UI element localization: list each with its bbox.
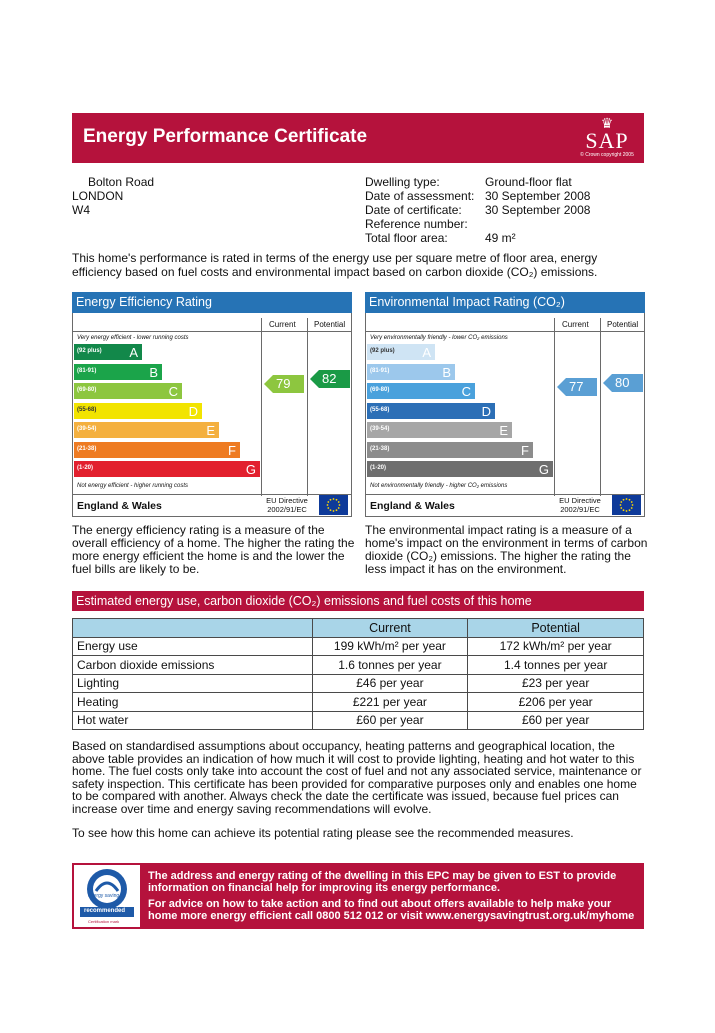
table-cell: 199 kWh/m² per year [312,637,468,656]
environmental-rating-description: The environmental impact rating is a measure of a home's impact on the environment in terms of carbon dioxide (CO₂) emissions. The higher the rating the less impact it has on the environment. [365,523,648,576]
certificate-header [72,113,644,163]
header-divider [366,331,644,332]
table-header-row [73,619,644,638]
band-letter: F [228,442,236,458]
band-letter: G [538,462,549,477]
table-cell: £60 per year [312,711,468,730]
detail-label: Reference number: [365,217,468,231]
rating-band-b [367,364,455,380]
detail-label: Date of assessment: [365,189,475,203]
band-letter: C [168,384,178,399]
estimate-section-title: Estimated energy use, carbon dioxide (CO₂) emissions and fuel costs of this home [72,591,644,611]
eu-directive-label: EU Directive 2002/91/EC [559,496,601,514]
column-divider [554,318,555,496]
footer-text-advice: For advice on how to take action and to find out about offers available to help make your home more energy efficient call 0800 512 012 or visit www.energysavingtrust.org.uk/myhome [148,898,635,922]
top-note: Very energy efficient - lower running costs [77,335,189,341]
rating-band-g [367,461,553,477]
rating-band-c [367,383,475,399]
band-range: (39-54) [77,426,97,432]
table-header-cell: Current [312,619,468,638]
crown-icon: ♛ [600,115,614,131]
table-cell: £60 per year [468,711,644,730]
table-cell: Hot water [73,711,313,730]
region-label: England & Wales [77,500,162,512]
energy-current-rating-value: 79 [276,376,291,391]
table-header-cell: Potential [468,619,644,638]
potential-column-header: Potential [607,320,639,329]
assumptions-paragraph: Based on standardised assumptions about occupancy, heating patterns and geographical location, the above table provides an indication of how much it will cost to provide lighting, heating and hot water to this home. The fuel costs only take into account the cost of fuel and not any associated service, maintenance or safety inspection. This certificate has been provided for comparative purposes only and enables one home to be compared with another. Always check the date the certificate was issued, because fuel prices can increase over time and energy saving recommendations will evolve. [72,739,642,816]
detail-value: 30 September 2008 [485,189,591,203]
table-cell: Lighting [73,674,313,693]
table-cell: 1.6 tonnes per year [312,656,468,675]
sap-logo-text: SAP [585,128,629,153]
band-range: (92 plus) [370,348,395,354]
energy-panel-title: Energy Efficiency Rating [72,292,352,313]
detail-value: 30 September 2008 [485,203,591,217]
band-letter: A [129,345,138,360]
energy-saving-recommended-logo [74,865,140,927]
band-range: (55-68) [77,406,97,413]
potential-column-header: Potential [314,320,346,329]
current-column-header: Current [562,320,589,329]
band-range: (81-91) [370,367,390,374]
rating-band-a [74,344,142,360]
table-row [73,637,644,656]
band-range: (1-20) [370,465,387,471]
rating-band-d [74,403,202,419]
eu-stars-icon [612,495,641,515]
band-range: (69-80) [370,387,390,393]
region-label: England & Wales [370,500,455,512]
footer-text-est: The address and energy rating of the dwelling in this EPC may be given to EST to provide information on financial help for improving its energy performance. [148,870,617,894]
environmental-potential-rating-value: 80 [615,375,630,390]
band-letter: E [499,423,508,438]
band-letter: D [188,403,198,419]
certificate-title: Energy Performance Certificate [83,126,368,147]
logo-small-text: Certification mark [88,919,120,924]
intro-text: This home's performance is rated in terms of the energy use per square metre of floor area, energy efficiency based on fuel costs and environmental impact based on carbon dioxide (CO₂) emissions. [72,251,598,279]
bottom-note: Not energy efficient - higher running costs [77,483,189,489]
energy-rating-description: The energy efficiency rating is a measure of the overall efficiency of a home. The higher the rating the more energy efficient the home is and the lower the fuel bills are likely to be. [72,523,355,576]
table-row [73,656,644,675]
sap-copyright: © Crown copyright 2005 [580,152,634,158]
detail-label: Dwelling type: [365,175,440,189]
logo-bottom-text: recommended [84,908,126,914]
bottom-note: Not environmentally friendly - higher CO₂ emissions [370,483,508,489]
band-letter: G [245,462,256,477]
rating-band-c [74,383,182,399]
rating-band-f [367,442,533,458]
environmental-impact-panel [365,292,645,517]
rating-band-f [74,442,240,458]
address-line-1: Bolton Road [88,175,155,189]
energy-potential-rating [310,370,350,388]
header-divider [73,331,351,332]
band-range: (1-20) [77,465,94,471]
table-cell: £206 per year [468,693,644,712]
table-cell: £46 per year [312,674,468,693]
column-divider [307,318,308,496]
band-letter: D [481,403,491,419]
table-cell: Carbon dioxide emissions [73,656,313,675]
rating-band-e [367,422,512,438]
footer-divider [366,494,644,495]
eu-directive-label: EU Directive 2002/91/EC [266,496,308,514]
footer-divider [73,494,351,495]
band-letter: F [521,442,529,458]
energy-current-rating [264,375,304,393]
detail-label: Total floor area: [365,231,448,245]
energy-efficiency-panel [72,292,352,517]
eu-flag-icon [612,495,641,515]
environmental-panel-title: Environmental Impact Rating (CO₂) [365,292,645,313]
band-range: (81-91) [77,367,97,374]
table-cell: 172 kWh/m² per year [468,637,644,656]
environmental-current-rating-value: 77 [569,379,584,394]
rating-band-g [74,461,260,477]
detail-label: Date of certificate: [365,203,462,217]
table-cell: Heating [73,693,313,712]
table-row [73,711,644,730]
estimate-table [72,618,644,730]
current-column-header: Current [269,320,296,329]
eu-stars-icon [319,495,348,515]
table-row [73,674,644,693]
table-row [73,693,644,712]
band-letter: B [149,364,158,380]
band-letter: A [422,345,431,360]
top-note: Very environmentally friendly - lower CO₂ emissions [370,335,508,341]
column-divider [261,318,262,496]
est-footer-banner [72,863,644,929]
table-header-cell [73,619,313,638]
band-letter: E [206,423,215,438]
band-range: (69-80) [77,387,97,393]
band-range: (39-54) [370,426,390,432]
environmental-potential-rating [603,374,643,392]
band-letter: B [442,364,451,380]
column-divider [600,318,601,496]
detail-value: Ground-floor flat [485,175,572,189]
band-range: (21-38) [370,445,390,452]
eu-flag-icon [319,495,348,515]
rating-band-d [367,403,495,419]
address-line-2: LONDON [72,189,124,203]
sap-logo [576,116,638,160]
recommended-measures-note: To see how this home can achieve its potential rating please see the recommended measures. [72,826,574,840]
environmental-current-rating [557,378,597,396]
logo-top-text: energy saving [88,893,120,899]
detail-value: 49 m² [485,231,516,245]
rating-band-a [367,344,435,360]
energy-potential-rating-value: 82 [322,371,337,386]
band-range: (21-38) [77,445,97,452]
table-cell: £23 per year [468,674,644,693]
band-letter: C [461,384,471,399]
table-cell: Energy use [73,637,313,656]
address-line-3: W4 [72,203,90,217]
band-range: (55-68) [370,406,390,413]
table-cell: 1.4 tonnes per year [468,656,644,675]
table-cell: £221 per year [312,693,468,712]
rating-band-e [74,422,219,438]
rating-band-b [74,364,162,380]
band-range: (92 plus) [77,348,102,354]
